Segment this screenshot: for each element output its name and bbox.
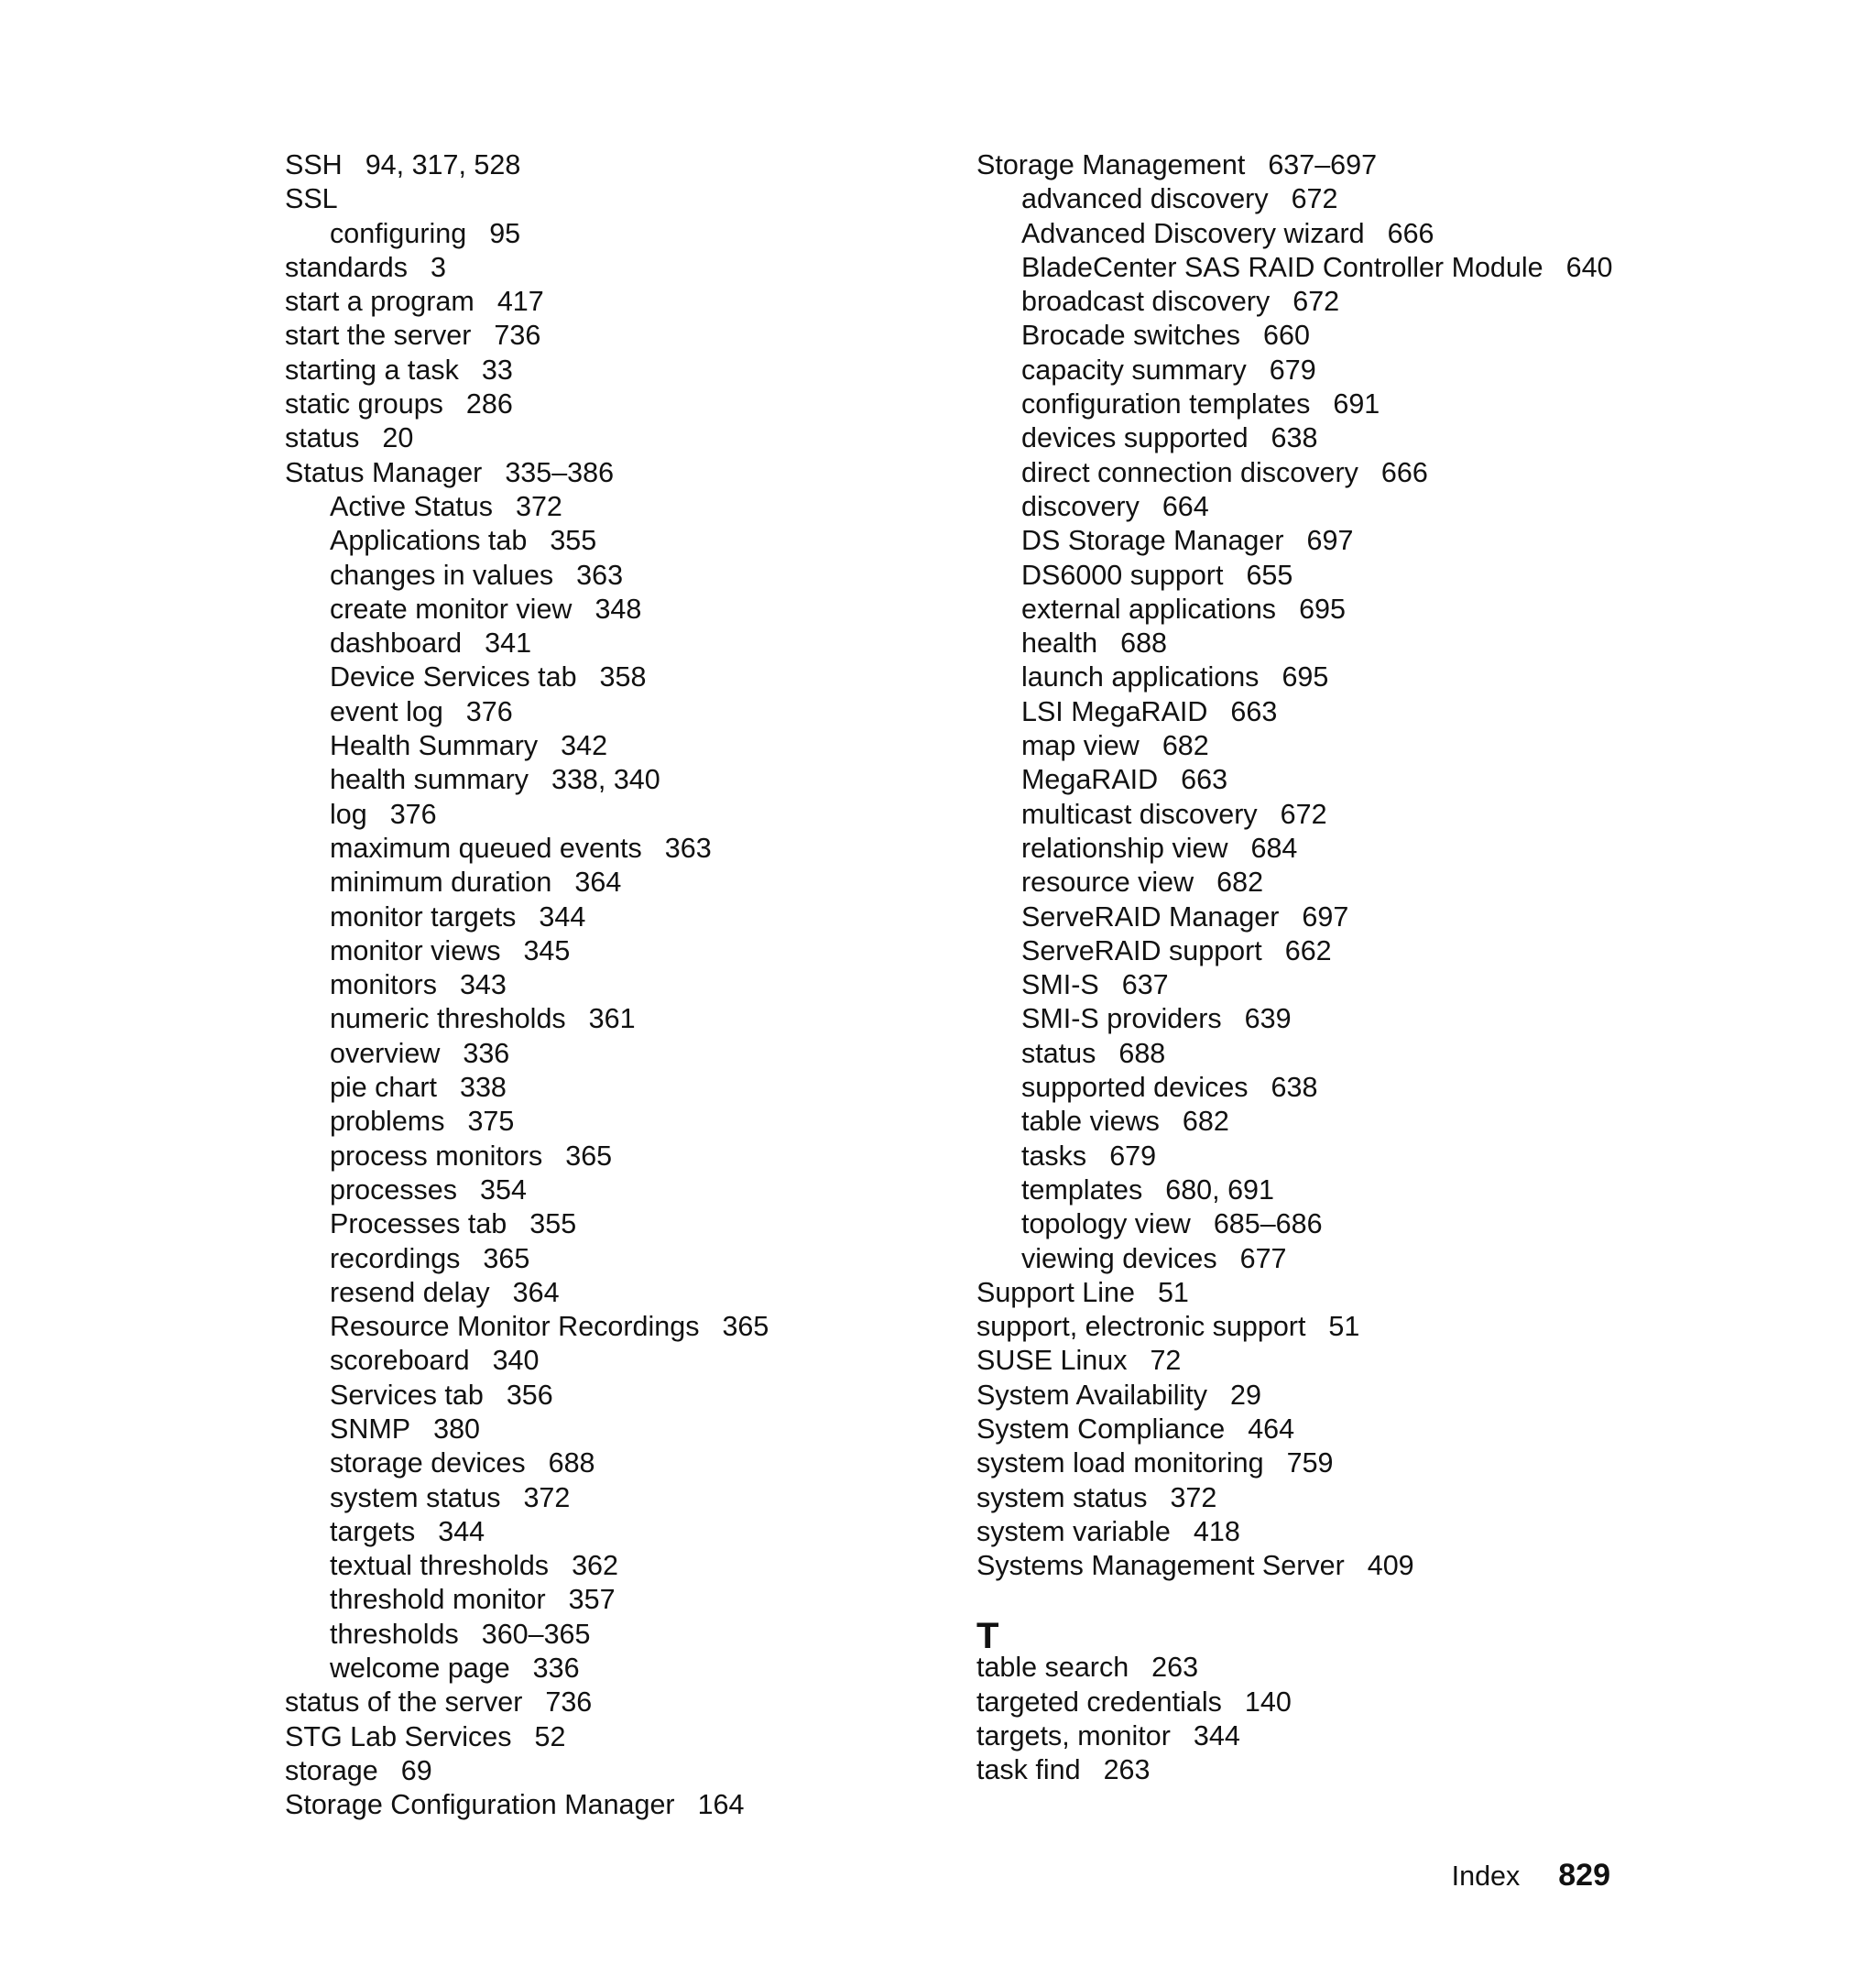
entry-term: Applications tab <box>330 525 528 557</box>
entry-term: ServeRAID Manager <box>1021 900 1280 933</box>
index-subentry <box>976 1002 1636 1036</box>
index-subentry <box>976 387 1636 421</box>
entry-pages: 344 <box>1193 1720 1240 1752</box>
entry-pages: 356 <box>506 1379 553 1411</box>
entry-term: SMI-S <box>1021 969 1099 1001</box>
entry-pages: 69 <box>400 1754 432 1786</box>
entry-term: health <box>1021 627 1098 660</box>
entry-pages: 372 <box>516 490 562 522</box>
index-subentry <box>976 319 1636 353</box>
entry-pages: 688 <box>1120 627 1167 660</box>
entry-term: Processes tab <box>330 1208 507 1240</box>
index-subentry <box>976 354 1636 387</box>
entry-pages: 679 <box>1109 1140 1157 1172</box>
index-subentry <box>976 559 1636 593</box>
entry-pages: 372 <box>1170 1481 1217 1513</box>
index-subentry <box>976 695 1636 729</box>
index-subentry <box>285 763 926 797</box>
index-subentry <box>976 798 1636 832</box>
index-entry <box>976 1446 1636 1480</box>
entry-term: system status <box>976 1481 1148 1513</box>
entry-term: configuration templates <box>1021 388 1311 420</box>
entry-term: table views <box>1021 1106 1160 1138</box>
entry-term: storage <box>285 1754 378 1786</box>
entry-pages: 263 <box>1151 1652 1199 1684</box>
entry-pages: 637 <box>1121 969 1169 1001</box>
index-subentry <box>285 1344 926 1378</box>
entry-term: SUSE Linux <box>976 1345 1128 1377</box>
entry-pages: 51 <box>1157 1276 1189 1308</box>
entry-pages: 362 <box>572 1550 618 1582</box>
index-subentry <box>976 832 1636 866</box>
entry-term: starting a task <box>285 354 459 386</box>
index-subentry <box>976 524 1636 558</box>
index-column-right <box>976 148 1636 1788</box>
index-subentry <box>285 1515 926 1549</box>
entry-term: process monitors <box>330 1140 543 1172</box>
index-subentry <box>285 934 926 968</box>
footer-label: Index <box>1451 1861 1521 1892</box>
entry-pages: 140 <box>1244 1686 1292 1718</box>
index-subentry <box>285 1071 926 1105</box>
index-subentry <box>285 729 926 763</box>
index-subentry <box>976 934 1636 968</box>
index-entry <box>285 421 926 455</box>
entry-term: Storage Management <box>976 149 1246 180</box>
entry-pages: 72 <box>1150 1345 1182 1377</box>
entry-term: overview <box>330 1037 441 1069</box>
index-subentry <box>285 1379 926 1413</box>
entry-term: Health Summary <box>330 730 539 762</box>
entry-term: minimum duration <box>330 867 552 899</box>
index-subentry <box>285 524 926 558</box>
entry-term: standards <box>285 251 408 283</box>
entry-term: task find <box>976 1754 1081 1786</box>
index-entry <box>285 148 926 182</box>
entry-term: status <box>285 422 360 454</box>
entry-term: textual thresholds <box>330 1550 550 1582</box>
entry-term: Resource Monitor Recordings <box>330 1311 700 1343</box>
entry-pages: 344 <box>539 900 586 933</box>
entry-pages: 286 <box>465 388 513 420</box>
index-subentry <box>976 217 1636 251</box>
entry-pages: 358 <box>599 661 647 693</box>
entry-term: welcome page <box>330 1653 510 1685</box>
entry-pages: 364 <box>512 1276 560 1308</box>
index-entry <box>976 1276 1636 1310</box>
entry-term: STG Lab Services <box>285 1720 512 1752</box>
entry-pages: 263 <box>1103 1754 1151 1786</box>
entry-pages: 697 <box>1302 900 1349 933</box>
entry-term: system load monitoring <box>976 1447 1264 1479</box>
entry-term: external applications <box>1021 593 1277 625</box>
entry-pages: 363 <box>576 559 624 591</box>
entry-pages: 20 <box>382 422 414 454</box>
index-entry <box>976 1686 1636 1719</box>
entry-term: system variable <box>976 1515 1171 1547</box>
entry-pages: 348 <box>594 593 642 625</box>
entry-pages: 357 <box>568 1584 616 1616</box>
entry-pages: 418 <box>1193 1515 1240 1547</box>
entry-pages: 33 <box>481 354 513 386</box>
entry-term: SMI-S providers <box>1021 1003 1222 1035</box>
entry-pages: 52 <box>534 1720 566 1752</box>
entry-term: System Availability <box>976 1379 1208 1411</box>
index-subentry <box>976 251 1636 285</box>
entry-term: advanced discovery <box>1021 183 1269 215</box>
entry-pages: 344 <box>438 1515 485 1547</box>
index-subentry <box>285 1446 926 1480</box>
index-entry <box>976 148 1636 182</box>
entry-pages: 759 <box>1286 1447 1334 1479</box>
entry-pages: 691 <box>1333 388 1380 420</box>
entry-term: map view <box>1021 730 1140 762</box>
entry-term: capacity summary <box>1021 354 1247 386</box>
index-subentry <box>285 593 926 627</box>
entry-pages: 677 <box>1239 1242 1287 1274</box>
entry-pages: 672 <box>1292 286 1340 318</box>
index-subentry <box>285 866 926 900</box>
index-subentry <box>285 798 926 832</box>
index-entry <box>976 1651 1636 1685</box>
entry-term: scoreboard <box>330 1345 470 1377</box>
entry-term: relationship view <box>1021 832 1228 864</box>
entry-term: configuring <box>330 217 467 249</box>
entry-pages: 345 <box>523 934 571 966</box>
entry-term: threshold monitor <box>330 1584 546 1616</box>
entry-term: launch applications <box>1021 661 1260 693</box>
entry-pages: 688 <box>548 1447 595 1479</box>
entry-pages: 736 <box>545 1686 593 1719</box>
entry-pages: 376 <box>389 798 437 830</box>
entry-pages: 666 <box>1387 217 1434 249</box>
index-entry <box>285 1720 926 1754</box>
entry-term: resend delay <box>330 1276 490 1308</box>
page-footer <box>1445 1858 1610 1893</box>
entry-pages: 338, 340 <box>551 764 660 796</box>
index-subentry <box>285 832 926 866</box>
entry-pages: 164 <box>697 1789 745 1821</box>
index-subentry <box>285 1310 926 1344</box>
index-subentry <box>285 1140 926 1173</box>
entry-term: monitors <box>330 969 437 1001</box>
entry-pages: 660 <box>1263 320 1310 352</box>
index-entry <box>285 1788 926 1822</box>
entry-term: Active Status <box>330 490 493 522</box>
entry-pages: 697 <box>1306 525 1354 557</box>
index-subentry <box>285 1242 926 1276</box>
entry-term: SSL <box>285 183 338 215</box>
entry-term: Services tab <box>330 1379 484 1411</box>
entry-pages: 682 <box>1162 730 1209 762</box>
entry-pages: 679 <box>1269 354 1316 386</box>
entry-term: pie chart <box>330 1072 437 1104</box>
entry-term: multicast discovery <box>1021 798 1258 830</box>
entry-pages: 695 <box>1299 593 1346 625</box>
entry-pages: 94, 317, 528 <box>365 149 521 180</box>
index-subentry <box>976 1105 1636 1139</box>
index-subentry <box>976 456 1636 490</box>
entry-pages: 336 <box>532 1653 580 1685</box>
entry-term: LSI MegaRAID <box>1021 695 1208 727</box>
entry-pages: 365 <box>722 1311 769 1343</box>
index-subentry <box>976 285 1636 319</box>
index-subentry <box>976 1071 1636 1105</box>
index-entry <box>285 251 926 285</box>
entry-pages: 672 <box>1280 798 1327 830</box>
index-subentry <box>285 900 926 934</box>
index-subentry <box>976 866 1636 900</box>
entry-term: numeric thresholds <box>330 1003 566 1035</box>
entry-pages: 354 <box>480 1173 527 1206</box>
entry-term: maximum queued events <box>330 832 642 864</box>
entry-term: System Compliance <box>976 1413 1226 1445</box>
entry-pages: 662 <box>1284 934 1332 966</box>
index-subentry <box>285 1618 926 1652</box>
entry-term: changes in values <box>330 559 554 591</box>
entry-term: event log <box>330 695 443 727</box>
entry-pages: 688 <box>1118 1037 1166 1069</box>
index-subentry <box>285 660 926 694</box>
entry-pages: 685–686 <box>1213 1208 1323 1240</box>
entry-pages: 342 <box>561 730 608 762</box>
entry-pages: 355 <box>550 525 597 557</box>
entry-pages: 336 <box>463 1037 510 1069</box>
entry-pages: 638 <box>1271 422 1318 454</box>
entry-pages: 464 <box>1248 1413 1295 1445</box>
entry-term: SSH <box>285 149 343 180</box>
index-subentry <box>285 1173 926 1207</box>
entry-pages: 637–697 <box>1268 149 1378 180</box>
index-subentry <box>285 490 926 524</box>
entry-pages: 343 <box>459 969 507 1001</box>
entry-pages: 695 <box>1282 661 1329 693</box>
entry-term: static groups <box>285 388 443 420</box>
index-column-left <box>285 148 926 1823</box>
entry-term: start a program <box>285 286 474 318</box>
entry-pages: 372 <box>523 1481 571 1513</box>
index-subentry <box>285 1413 926 1446</box>
entry-term: Status Manager <box>285 456 483 488</box>
index-subentry <box>285 1105 926 1139</box>
index-subentry <box>976 900 1636 934</box>
entry-term: broadcast discovery <box>1021 286 1271 318</box>
entry-term: ServeRAID support <box>1021 934 1262 966</box>
index-subentry <box>285 627 926 660</box>
index-entry <box>285 1754 926 1788</box>
index-subentry <box>285 1207 926 1241</box>
entry-pages: 365 <box>565 1140 613 1172</box>
entry-term: status <box>1021 1037 1096 1069</box>
entry-term: resource view <box>1021 867 1194 899</box>
entry-pages: 672 <box>1291 183 1338 215</box>
entry-term: dashboard <box>330 627 463 660</box>
entry-pages: 655 <box>1246 559 1293 591</box>
index-entry <box>976 1549 1636 1583</box>
index-subentry <box>285 695 926 729</box>
entry-term: targets, monitor <box>976 1720 1171 1752</box>
entry-term: create monitor view <box>330 593 573 625</box>
index-entry <box>976 1753 1636 1787</box>
entry-term: DS Storage Manager <box>1021 525 1284 557</box>
entry-term: Device Services tab <box>330 661 577 693</box>
entry-pages: 639 <box>1244 1003 1292 1035</box>
entry-pages: 341 <box>485 627 532 660</box>
entry-pages: 3 <box>430 251 446 283</box>
entry-pages: 682 <box>1182 1106 1229 1138</box>
entry-term: Brocade switches <box>1021 320 1241 352</box>
index-subentry <box>976 627 1636 660</box>
index-subentry <box>285 968 926 1002</box>
entry-pages: 417 <box>496 286 544 318</box>
entry-pages: 363 <box>664 832 712 864</box>
index-subentry <box>976 1242 1636 1276</box>
entry-term: recordings <box>330 1242 461 1274</box>
entry-term: supported devices <box>1021 1072 1249 1104</box>
entry-term: health summary <box>330 764 529 796</box>
page-number: 829 <box>1558 1858 1610 1893</box>
index-subentry <box>976 763 1636 797</box>
index-entry <box>285 182 926 216</box>
index-subentry <box>976 421 1636 455</box>
entry-pages: 51 <box>1328 1311 1360 1343</box>
entry-term: support, electronic support <box>976 1311 1306 1343</box>
index-subentry <box>976 1173 1636 1207</box>
index-entry <box>285 319 926 353</box>
index-entry <box>285 285 926 319</box>
index-entry <box>976 1481 1636 1515</box>
entry-term: SNMP <box>330 1413 411 1445</box>
storage-entries-list <box>976 148 1636 1583</box>
index-subentry <box>285 1481 926 1515</box>
entry-pages: 638 <box>1271 1072 1318 1104</box>
entry-pages: 682 <box>1216 867 1264 899</box>
index-entry <box>285 387 926 421</box>
entry-pages: 365 <box>483 1242 530 1274</box>
entry-term: storage devices <box>330 1447 526 1479</box>
entry-pages: 680, 691 <box>1165 1173 1274 1206</box>
entry-term: log <box>330 798 367 830</box>
entry-pages: 340 <box>492 1345 540 1377</box>
index-subentry <box>976 490 1636 524</box>
entry-pages: 375 <box>467 1106 515 1138</box>
index-entry <box>285 354 926 387</box>
index-subentry <box>285 1583 926 1617</box>
entry-term: monitor targets <box>330 900 517 933</box>
index-entry <box>976 1719 1636 1753</box>
entry-term: BladeCenter SAS RAID Controller Module <box>1021 251 1543 283</box>
entry-pages: 29 <box>1230 1379 1261 1411</box>
index-subentry <box>285 217 926 251</box>
index-entry <box>976 1379 1636 1413</box>
entry-term: Storage Configuration Manager <box>285 1789 675 1821</box>
index-subentry <box>976 660 1636 694</box>
index-entry <box>976 1310 1636 1344</box>
index-entry <box>976 1344 1636 1378</box>
entry-term: DS6000 support <box>1021 559 1224 591</box>
entry-pages: 95 <box>489 217 521 249</box>
entry-term: topology view <box>1021 1208 1191 1240</box>
entry-term: table search <box>976 1652 1129 1684</box>
entry-pages: 663 <box>1230 695 1278 727</box>
index-subentry <box>285 1037 926 1071</box>
entry-pages: 640 <box>1565 251 1613 283</box>
index-entry <box>285 456 926 490</box>
entry-term: problems <box>330 1106 445 1138</box>
entry-pages: 664 <box>1162 490 1209 522</box>
entry-pages: 361 <box>588 1003 636 1035</box>
section-letter-t: T <box>976 1616 999 1657</box>
index-subentry <box>976 593 1636 627</box>
entry-term: direct connection discovery <box>1021 456 1358 488</box>
entry-term: thresholds <box>330 1618 459 1650</box>
index-subentry <box>285 1276 926 1310</box>
entry-term: processes <box>330 1173 458 1206</box>
entry-term: discovery <box>1021 490 1140 522</box>
entry-term: tasks <box>1021 1140 1087 1172</box>
entry-pages: 736 <box>494 320 541 352</box>
entry-term: monitor views <box>330 934 501 966</box>
entry-term: Systems Management Server <box>976 1550 1345 1582</box>
index-subentry <box>976 729 1636 763</box>
entry-term: viewing devices <box>1021 1242 1217 1274</box>
entry-pages: 335–386 <box>505 456 615 488</box>
t-entries-list <box>976 1651 1636 1787</box>
entry-term: targeted credentials <box>976 1686 1222 1718</box>
entry-pages: 663 <box>1181 764 1228 796</box>
index-subentry <box>976 968 1636 1002</box>
index-subentry <box>976 1037 1636 1071</box>
index-subentry <box>976 182 1636 216</box>
entry-pages: 376 <box>465 695 513 727</box>
entry-term: templates <box>1021 1173 1143 1206</box>
entry-term: devices supported <box>1021 422 1249 454</box>
entry-pages: 380 <box>433 1413 481 1445</box>
index-subentry <box>285 1002 926 1036</box>
entry-pages: 360–365 <box>481 1618 591 1650</box>
entry-pages: 666 <box>1380 456 1428 488</box>
entry-term: Advanced Discovery wizard <box>1021 217 1365 249</box>
index-entry <box>285 1686 926 1719</box>
entry-term: Support Line <box>976 1276 1135 1308</box>
entry-pages: 409 <box>1367 1550 1414 1582</box>
entry-pages: 684 <box>1250 832 1298 864</box>
entry-term: MegaRAID <box>1021 764 1159 796</box>
entry-term: start the server <box>285 320 472 352</box>
index-subentry <box>976 1207 1636 1241</box>
entry-pages: 355 <box>529 1208 577 1240</box>
entry-pages: 364 <box>574 867 622 899</box>
index-subentry <box>285 559 926 593</box>
entry-term: targets <box>330 1515 416 1547</box>
index-subentry <box>976 1140 1636 1173</box>
index-subentry <box>285 1652 926 1686</box>
entry-term: system status <box>330 1481 501 1513</box>
index-entry <box>976 1413 1636 1446</box>
entry-pages: 338 <box>459 1072 507 1104</box>
entry-term: status of the server <box>285 1686 523 1719</box>
index-entry <box>976 1515 1636 1549</box>
index-subentry <box>285 1549 926 1583</box>
